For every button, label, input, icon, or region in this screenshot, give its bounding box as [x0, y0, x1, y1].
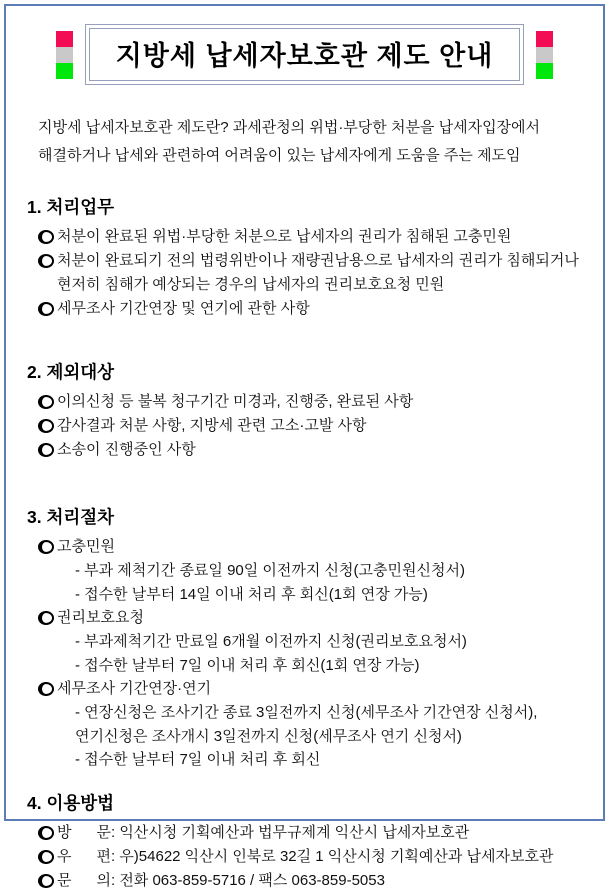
title-box-inner: [89, 28, 521, 81]
mail-address-text: 우 편: 우)54622 익산시 인북로 32길 1 익산시청 기획예산과 납세자보호관: [57, 847, 554, 865]
bullet-item: [38, 390, 589, 414]
section-processing-duties: [27, 196, 589, 321]
phone-fax-text: 문 의: 전화 063-859-5716 / 팩스 063-859-5053: [57, 871, 385, 889]
intro-line: 해결하거나 납세와 관련하여 어려움이 있는 납세자에게 도움을 주는 제도임: [38, 147, 521, 164]
sub-item-text: - 부과 제척기간 종료일 90일 이전까지 신청(고충민원신청서): [75, 562, 465, 579]
circle-bullet-icon: [38, 302, 54, 316]
title-banner: [0, 0, 609, 85]
section-heading: 4. 이용방법: [27, 792, 115, 813]
bullet-item: [38, 677, 589, 701]
circle-bullet-icon: [38, 540, 54, 554]
gray-square-icon: [536, 47, 553, 63]
decor-right-squares-icon: [536, 31, 553, 79]
section-exclusions: [27, 361, 589, 462]
circle-bullet-icon: [38, 682, 54, 696]
page-title: 지방세 납세자보호관 제도 안내: [115, 41, 494, 71]
bullet-item-text: 처분이 완료되기 전의 법령위반이나 재량권남용으로 납세자의 권리가 침해되거나: [57, 252, 579, 269]
circle-bullet-icon: [38, 230, 54, 244]
bullet-item: [38, 414, 589, 438]
bullet-item-text: 이의신청 등 불복 청구기간 미경과, 진행중, 완료된 사항: [57, 393, 414, 410]
sub-item-text: - 부과제척기간 만료일 6개월 이전까지 신청(권리보호요청서): [75, 633, 467, 650]
gray-square-icon: [56, 47, 73, 63]
bullet-item-text: 소송이 진행중인 사항: [57, 441, 196, 458]
bullet-item-text: 현저히 침해가 예상되는 경우의 납세자의 권리보호요청 민원: [57, 276, 445, 293]
pink-square-icon: [56, 31, 73, 47]
visit-contact-text: 방 문: 익산시청 기획예산과 법무규제계 익산시 납세자보호관: [57, 823, 470, 841]
section-heading: 2. 제외대상: [27, 362, 115, 382]
bullet-item: [38, 535, 589, 559]
circle-bullet-icon: [38, 826, 54, 840]
sub-item-text: 연기신청은 조사개시 3일전까지 신청(세무조사 연기 신청서): [75, 727, 462, 745]
decor-left-squares-icon: [56, 31, 73, 79]
section-how-to-use: [27, 792, 589, 893]
bullet-item: [38, 438, 589, 462]
bullet-item-mail: [38, 845, 589, 869]
bullet-item-label: 고충민원: [57, 538, 115, 555]
bullet-item: [38, 225, 589, 249]
bullet-item-label: 세무조사 기간연장·연기: [57, 680, 212, 697]
circle-bullet-icon: [38, 254, 54, 268]
circle-bullet-icon: [38, 419, 54, 433]
intro-line: 지방세 납세자보호관 제도란? 과세관청의 위법·부당한 처분을 납세자입장에서: [38, 119, 541, 136]
circle-bullet-icon: [38, 874, 54, 888]
section-heading: 1. 처리업무: [27, 197, 115, 217]
sub-item-text: - 접수한 날부터 7일 이내 처리 후 회신(1회 연장 가능): [75, 656, 420, 674]
title-box: [85, 24, 525, 85]
bullet-item-text: 세무조사 기간연장 및 연기에 관한 사항: [57, 300, 310, 317]
sub-item-text: - 접수한 날부터 7일 이내 처리 후 회신: [75, 751, 321, 768]
intro-paragraph: [38, 114, 581, 170]
green-square-icon: [56, 63, 73, 79]
circle-bullet-icon: [38, 611, 54, 625]
bullet-item: [38, 297, 589, 321]
section-heading: 3. 처리절차: [27, 507, 115, 527]
circle-bullet-icon: [38, 395, 54, 409]
bullet-item-text: 처분이 완료된 위법·부당한 처분으로 납세자의 권리가 침해된 고충민원: [57, 228, 512, 245]
bullet-item-text: 감사결과 처분 사항, 지방세 관련 고소·고발 사항: [57, 417, 367, 434]
circle-bullet-icon: [38, 443, 54, 457]
bullet-item-inquiry: [38, 869, 589, 893]
bullet-item-visit: [38, 821, 589, 845]
circle-bullet-icon: [38, 850, 54, 864]
sub-item-text: - 접수한 날부터 14일 이내 처리 후 회신(1회 연장 가능): [75, 585, 428, 603]
pink-square-icon: [536, 31, 553, 47]
sub-item-text: - 연장신청은 조사기간 종료 3일전까지 신청(세무조사 기간연장 신청서),: [75, 704, 538, 721]
green-square-icon: [536, 63, 553, 79]
bullet-item: [38, 249, 589, 297]
bullet-item: [38, 606, 589, 630]
section-procedure: [27, 506, 589, 772]
bullet-item-label: 권리보호요청: [57, 609, 144, 626]
